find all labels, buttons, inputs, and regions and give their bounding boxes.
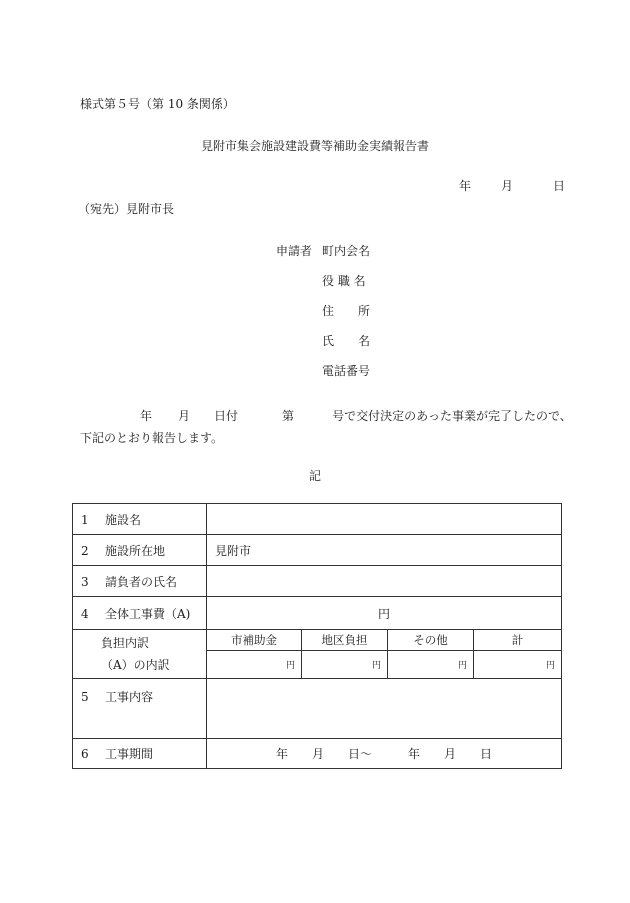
applicant-field-name: 氏 名 <box>322 334 371 348</box>
table-row <box>73 679 562 739</box>
table-row <box>73 504 562 535</box>
total-amount-field[interactable]: 円 <box>474 651 562 679</box>
work-period-field[interactable]: 年 月 日〜 年 月 日 <box>207 739 562 769</box>
form-number: 様式第５号（第 10 条関係） <box>80 97 235 111</box>
header-total: 計 <box>474 630 562 651</box>
body-line-1 <box>80 405 572 427</box>
facility-location-field[interactable]: 見附市 <box>207 535 562 566</box>
header-city-subsidy: 市補助金 <box>207 630 302 651</box>
body-year: 年 <box>140 409 153 423</box>
header-district-share: 地区負担 <box>302 630 388 651</box>
ki-heading: 記 <box>308 469 321 483</box>
date-line <box>459 177 565 194</box>
row-label: 2 施設所在地 <box>73 535 207 566</box>
row-label: 5 工事内容 <box>73 679 207 739</box>
applicant-field-association: 町内会名 <box>322 244 371 258</box>
total-cost-field[interactable]: 円 <box>207 597 562 630</box>
table-row <box>73 739 562 769</box>
applicant-label: 申請者 <box>276 244 313 258</box>
other-amount-field[interactable]: 円 <box>388 651 474 679</box>
row-label: 3 請負者の氏名 <box>73 566 207 597</box>
date-month: 月 <box>501 179 514 193</box>
table-row <box>73 597 562 630</box>
table-row <box>73 535 562 566</box>
row-label: 6 工事期間 <box>73 739 207 769</box>
document-title: 見附市集会施設建設費等補助金実績報告書 <box>200 139 429 153</box>
row-label: 4 全体工事費（A) <box>73 597 207 630</box>
body-rest: 号で交付決定のあった事業が完了したので、 <box>332 409 572 423</box>
report-table <box>72 503 562 769</box>
breakdown-header-row <box>73 630 562 651</box>
body-line-2: 下記のとおり報告します。 <box>80 431 224 445</box>
date-year: 年 <box>459 179 472 193</box>
breakdown-label-line2: （A）の内訳 <box>101 658 170 672</box>
district-share-amount-field[interactable]: 円 <box>302 651 388 679</box>
table-row <box>73 566 562 597</box>
body-text <box>80 405 572 449</box>
applicant-field-address: 住 所 <box>322 304 371 318</box>
work-content-field[interactable] <box>207 679 562 739</box>
contractor-name-field[interactable] <box>207 566 562 597</box>
date-day: 日 <box>553 179 566 193</box>
header-other: その他 <box>388 630 474 651</box>
city-subsidy-amount-field[interactable]: 円 <box>207 651 302 679</box>
applicant-field-position: 役 職 名 <box>322 274 366 288</box>
body-dated: 日付 <box>214 409 239 423</box>
addressee: （宛先）見附市長 <box>78 202 175 216</box>
row-label: 1 施設名 <box>73 504 207 535</box>
facility-name-field[interactable] <box>207 504 562 535</box>
applicant-field-phone: 電話番号 <box>322 364 371 378</box>
body-month: 月 <box>178 409 191 423</box>
body-dai: 第 <box>282 409 295 423</box>
breakdown-label-line1: 負担内訳 <box>101 636 150 650</box>
breakdown-label <box>73 630 207 679</box>
